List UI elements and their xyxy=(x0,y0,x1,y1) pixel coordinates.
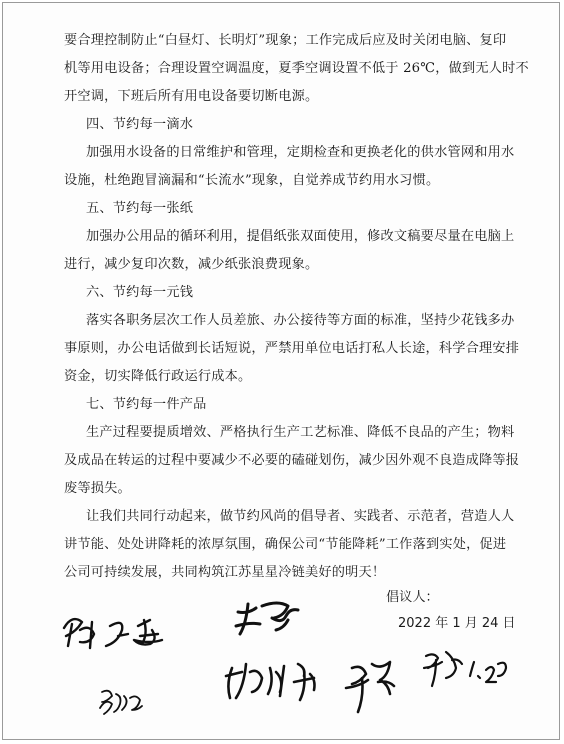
handwritten-signature-1 xyxy=(64,619,162,648)
paragraph-line: 资金，切实降低行政运行成本。 xyxy=(64,369,252,384)
paragraph-line: 落实各职务层次工作人员差旅、办公接待等方面的标准，坚持少花钱多办 xyxy=(86,313,515,328)
paragraph-line: 让我们共同行动起来，做节约风尚的倡导者、实践者、示范者，营造人人 xyxy=(86,509,515,524)
handwritten-signature-3 xyxy=(226,664,315,700)
paragraph-line: 事原则，办公电话做到长话短说，严禁用单位电话打私人长途，科学合理安排 xyxy=(64,341,520,356)
paragraph-line: 进行，减少复印次数，减少纸张浪费现象。 xyxy=(64,257,319,272)
paragraph-line: 开空调，下班后所有用电设备要切断电源。 xyxy=(64,89,319,104)
paragraph-line: 生产过程要提质增效、严格执行生产工艺标准、降低不良品的产生；物料 xyxy=(86,425,515,440)
paragraph-line: 机等用电设备；合理设置空调温度，夏季空调设置不低于 26℃，做到无人时不 xyxy=(64,61,529,76)
paragraph-line: 废等损失。 xyxy=(64,481,131,496)
section-heading: 七、节约每一件产品 xyxy=(86,397,207,412)
paragraph-line: 要合理控制防止“白昼灯、长明灯”现象；工作完成后应及时关闭电脑、复印 xyxy=(64,33,507,48)
paragraph-line: 加强用水设备的日常维护和管理，定期检查和更换老化的供水管网和用水 xyxy=(86,145,515,160)
section-heading: 四、节约每一滴水 xyxy=(86,117,194,132)
paragraph-line: 加强办公用品的循环利用，提倡纸张双面使用，修改文稿要尽量在电脑上 xyxy=(86,229,515,244)
signing-date: 2022 年 1 月 24 日 xyxy=(398,616,516,631)
paragraph-line: 及成品在转运的过程中要减少不必要的磕碰划伤，减少因外观不良造成降等报 xyxy=(64,453,520,468)
handwritten-signature-5 xyxy=(424,652,506,686)
paragraph-line: 公司可持续发展，共同构筑江苏星星冷链美好的明天！ xyxy=(64,565,386,580)
section-heading: 六、节约每一元钱 xyxy=(86,285,194,300)
handwritten-signature-6 xyxy=(100,691,142,714)
handwritten-signature-4 xyxy=(346,662,394,712)
paragraph-line: 设施，杜绝跑冒滴漏和“长流水”现象，自觉养成节约用水习惯。 xyxy=(64,173,440,188)
paragraph-line: 讲节能、处处讲降耗的浓厚氛围，确保公司“节能降耗”工作落到实处，促进 xyxy=(64,537,507,552)
handwritten-signature-2 xyxy=(236,603,298,634)
proposer-label: 倡议人： xyxy=(386,590,439,605)
section-heading: 五、节约每一张纸 xyxy=(86,201,194,216)
